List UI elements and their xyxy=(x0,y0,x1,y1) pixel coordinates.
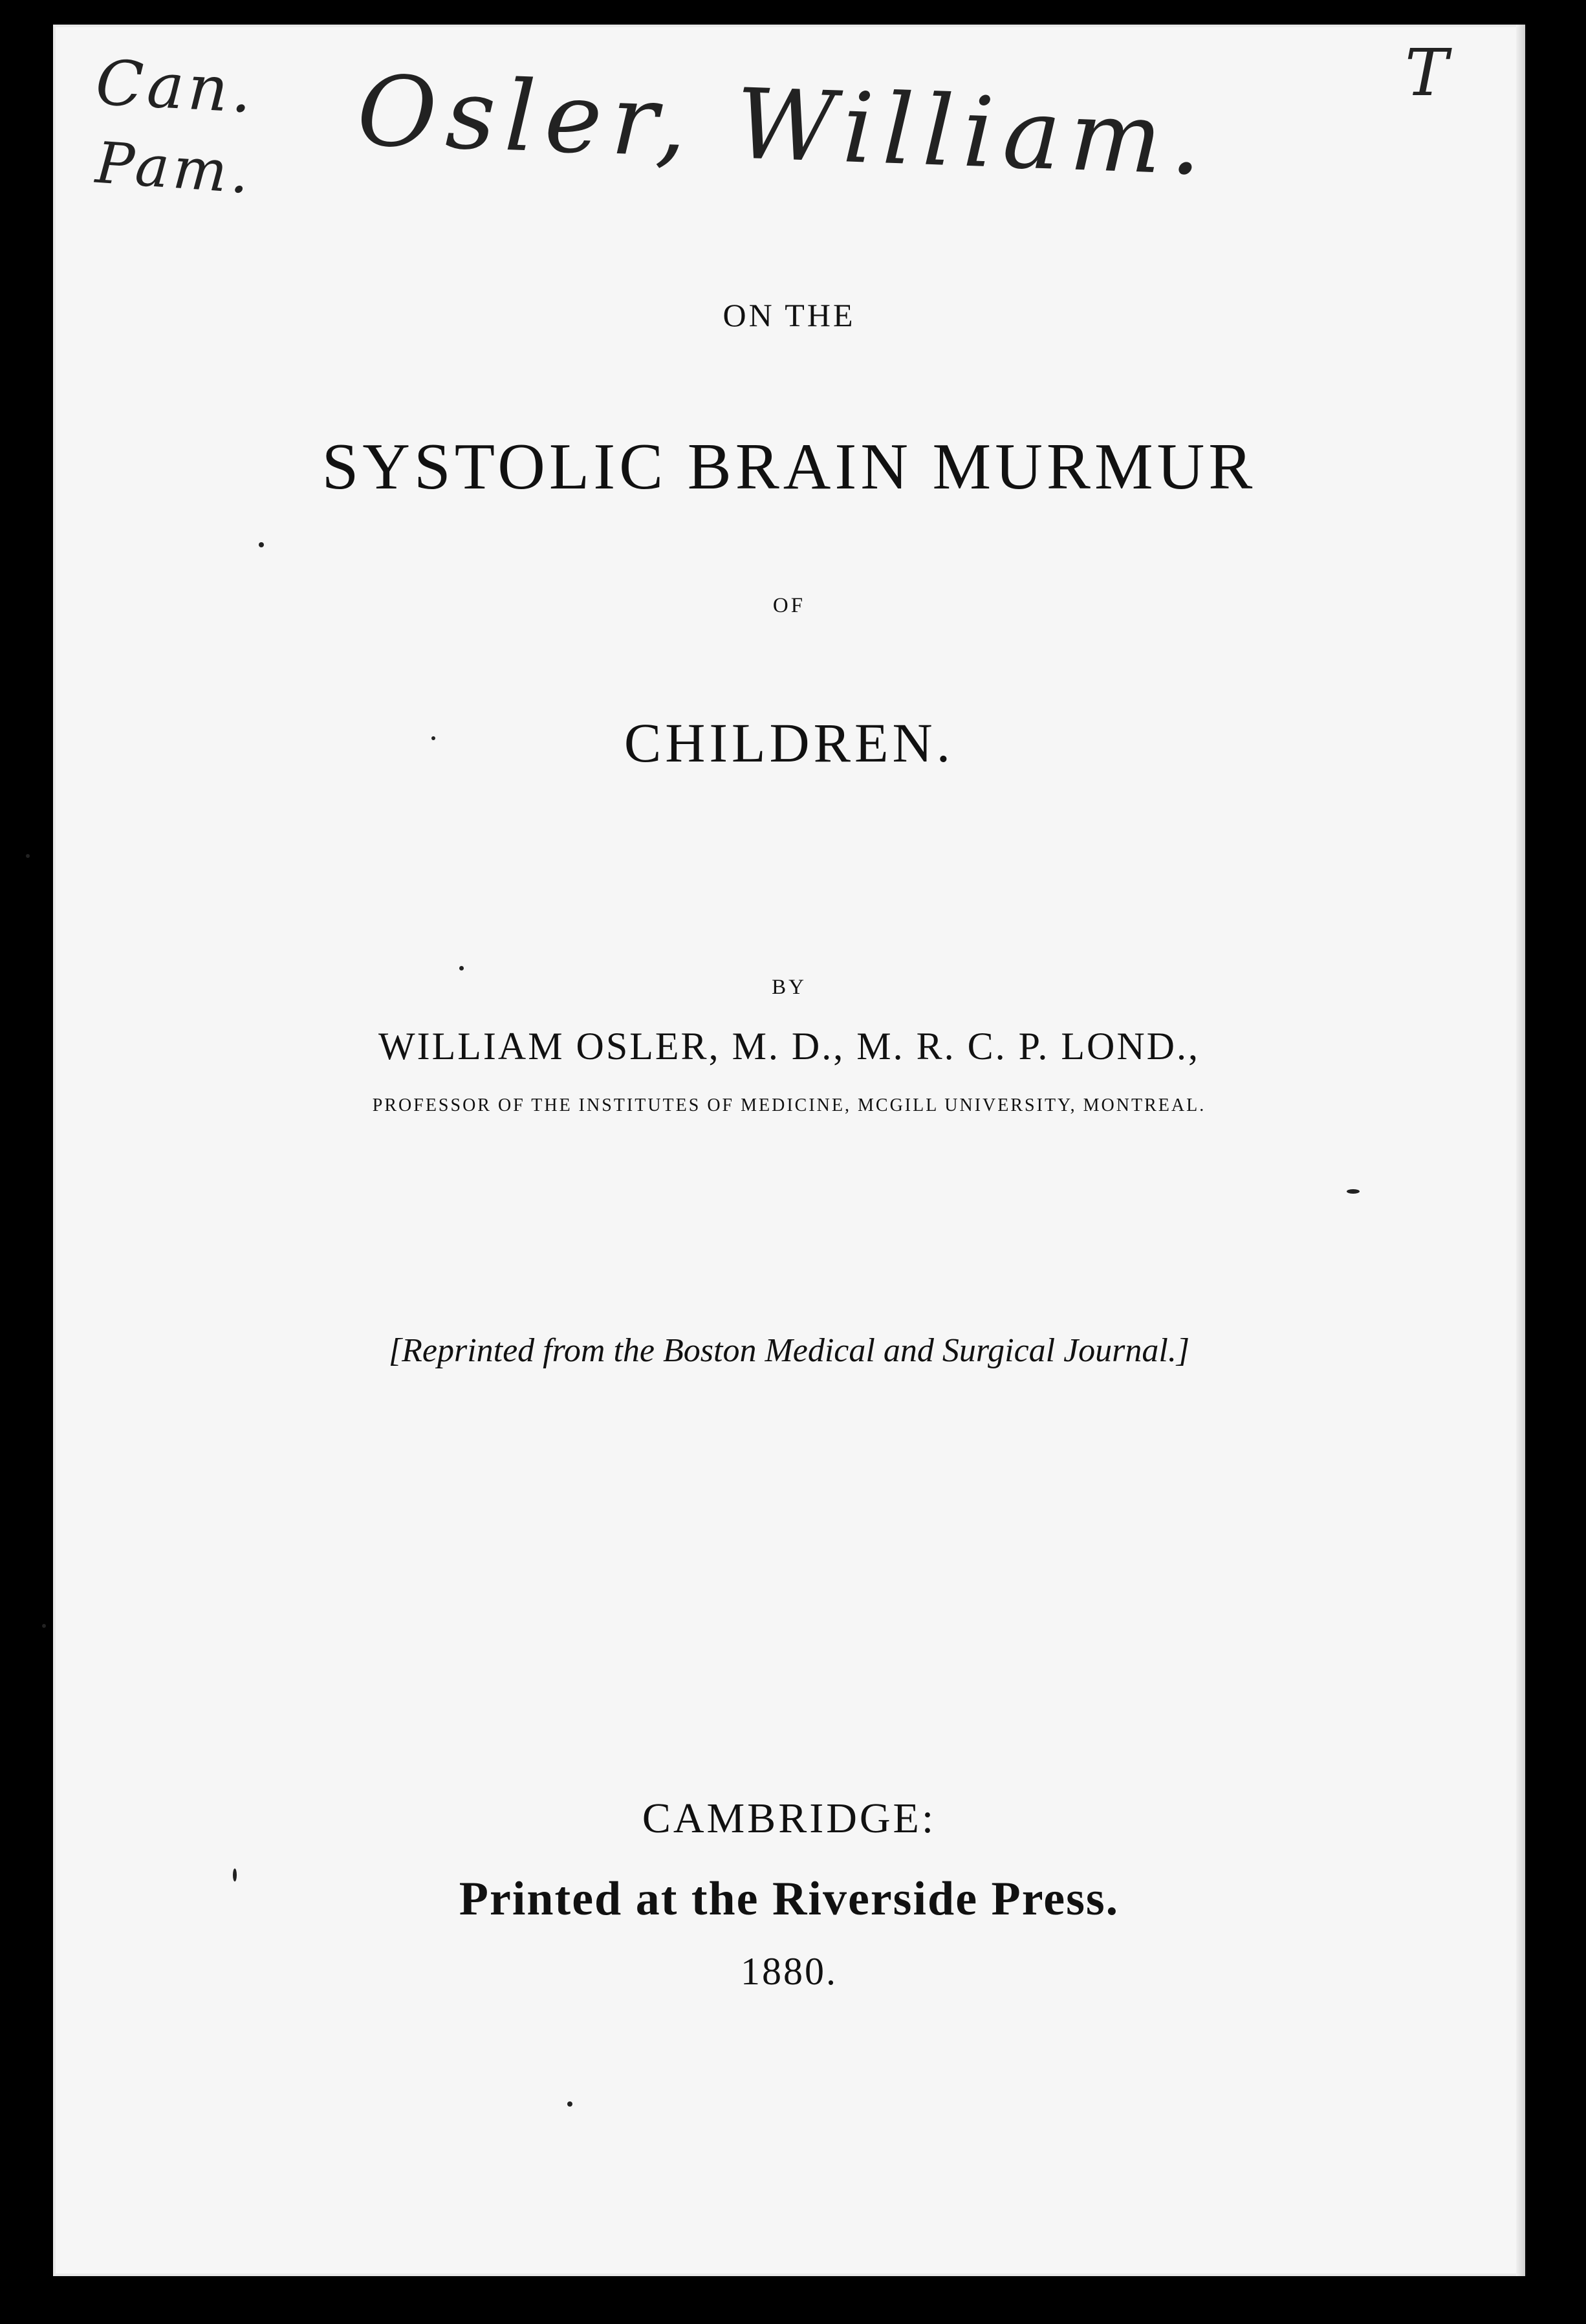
title-page xyxy=(53,25,1525,2276)
scan-speck xyxy=(1347,1189,1360,1194)
scan-speck xyxy=(431,736,435,740)
edge-speck xyxy=(26,854,30,858)
scan-speck xyxy=(459,966,464,970)
edge-speck xyxy=(42,1624,46,1628)
author-credentials: PROFESSOR OF THE INSTITUTES OF MEDICINE, MCGILL UNIVERSITY, MONTREAL. xyxy=(372,1095,1206,1115)
handwritten-author-name: Osler, William. xyxy=(355,55,1213,197)
title-prefix: ON THE xyxy=(722,297,856,333)
scan-speck xyxy=(567,2101,572,2107)
scan-speck xyxy=(259,542,264,547)
handwritten-corner-mark: T xyxy=(1405,35,1452,111)
scan-speck xyxy=(233,1869,237,1881)
publication-place: CAMBRIDGE: xyxy=(642,1795,937,1842)
publication-year: 1880. xyxy=(741,1950,838,1993)
page-edge xyxy=(1516,25,1525,2276)
handwritten-note-line-2: Pam. xyxy=(93,129,255,207)
printer-line: Printed at the Riverside Press. xyxy=(459,1872,1120,1925)
page-title: SYSTOLIC BRAIN MURMUR xyxy=(321,430,1257,503)
title-connector: OF xyxy=(772,594,806,617)
author-name: WILLIAM OSLER, M. D., M. R. C. P. LOND., xyxy=(378,1025,1200,1068)
reprint-note: [Reprinted from the Boston Medical and Surgical Journal.] xyxy=(388,1332,1190,1369)
handwritten-note-line-1: Can. xyxy=(94,46,257,127)
title-subject: CHILDREN. xyxy=(624,712,955,774)
byline-label: BY xyxy=(772,976,807,999)
